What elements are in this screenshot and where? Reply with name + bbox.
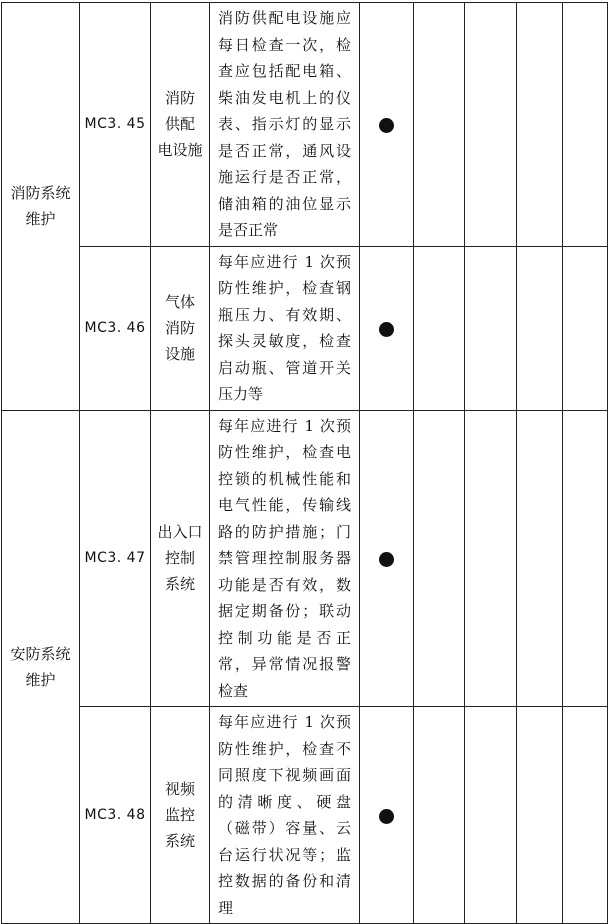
- category-cell: [2, 410, 80, 924]
- name-cell: [151, 246, 210, 410]
- empty-cell: [517, 707, 563, 924]
- empty-cell: [414, 707, 465, 924]
- category-line: 安防系统: [10, 644, 71, 663]
- table-row: [2, 707, 608, 924]
- maintenance-table: [1, 2, 608, 924]
- code-cell: MC3. 47: [80, 410, 151, 707]
- empty-cell: [414, 246, 465, 410]
- name-line: 消防: [164, 89, 195, 108]
- category-line: 维护: [25, 210, 56, 229]
- name-line: 视频: [164, 780, 195, 798]
- empty-cell: [414, 410, 465, 707]
- content-cell: 每年应进行 1 次预防性维护，检查不同照度下视频画面的清晰度、硬盘（磁带）容量、云台运行状况等；监控数据的备份和清理: [210, 707, 360, 924]
- mark-cell: [360, 3, 414, 247]
- mark-cell: [360, 707, 414, 924]
- empty-cell: [465, 410, 517, 707]
- content-cell: 每年应进行 1 次预防性维护，检查钢瓶压力、有效期、探头灵敏度，检查启动瓶、管道开关压力等: [210, 246, 360, 410]
- empty-cell: [563, 246, 608, 410]
- empty-cell: [563, 3, 608, 247]
- name-line: 控制: [164, 549, 195, 568]
- empty-cell: [517, 246, 563, 410]
- empty-cell: [563, 410, 608, 707]
- name-line: 供配: [164, 115, 195, 134]
- category-line: 消防系统: [10, 184, 71, 203]
- content-cell: 每年应进行 1 次预防性维护，检查电控锁的机械性能和电气性能，传输线路的防护措施；门禁管理控制服务器功能是否有效，数据定期备份；联动控制功能是否正常，异常情况报警检查: [210, 410, 360, 707]
- code-cell: MC3. 45: [80, 3, 151, 247]
- empty-cell: [517, 410, 563, 707]
- mark-cell: [360, 246, 414, 410]
- filled-dot-icon: [379, 552, 394, 567]
- empty-cell: [465, 246, 517, 410]
- filled-dot-icon: [379, 118, 394, 133]
- empty-cell: [465, 3, 517, 247]
- filled-dot-icon: [379, 322, 394, 337]
- mark-cell: [360, 410, 414, 707]
- empty-cell: [517, 3, 563, 247]
- table-row: [2, 246, 608, 410]
- table-row: [2, 3, 608, 247]
- code-cell: MC3. 46: [80, 246, 151, 410]
- name-cell: [151, 410, 210, 707]
- name-line: 出入口: [157, 523, 203, 542]
- name-line: 设施: [164, 345, 195, 363]
- empty-cell: [465, 707, 517, 924]
- name-line: 消防: [164, 319, 195, 337]
- content-cell: 消防供配电设施应每日检查一次，检查应包括配电箱、柴油发电机上的仪表、指示灯的显示是否正常，通风设施运行是否正常，储油箱的油位显示是否正常: [210, 3, 360, 247]
- category-cell: [2, 3, 80, 411]
- name-line: 监控: [164, 806, 195, 824]
- empty-cell: [563, 707, 608, 924]
- name-line: 电设施: [157, 141, 203, 160]
- filled-dot-icon: [379, 809, 394, 824]
- name-line: 系统: [164, 832, 195, 850]
- name-line: 系统: [164, 575, 195, 594]
- category-line: 维护: [25, 670, 56, 689]
- empty-cell: [414, 3, 465, 247]
- code-cell: MC3. 48: [80, 707, 151, 924]
- table-row: [2, 410, 608, 707]
- name-cell: [151, 3, 210, 247]
- name-line: 气体: [164, 293, 195, 311]
- name-cell: [151, 707, 210, 924]
